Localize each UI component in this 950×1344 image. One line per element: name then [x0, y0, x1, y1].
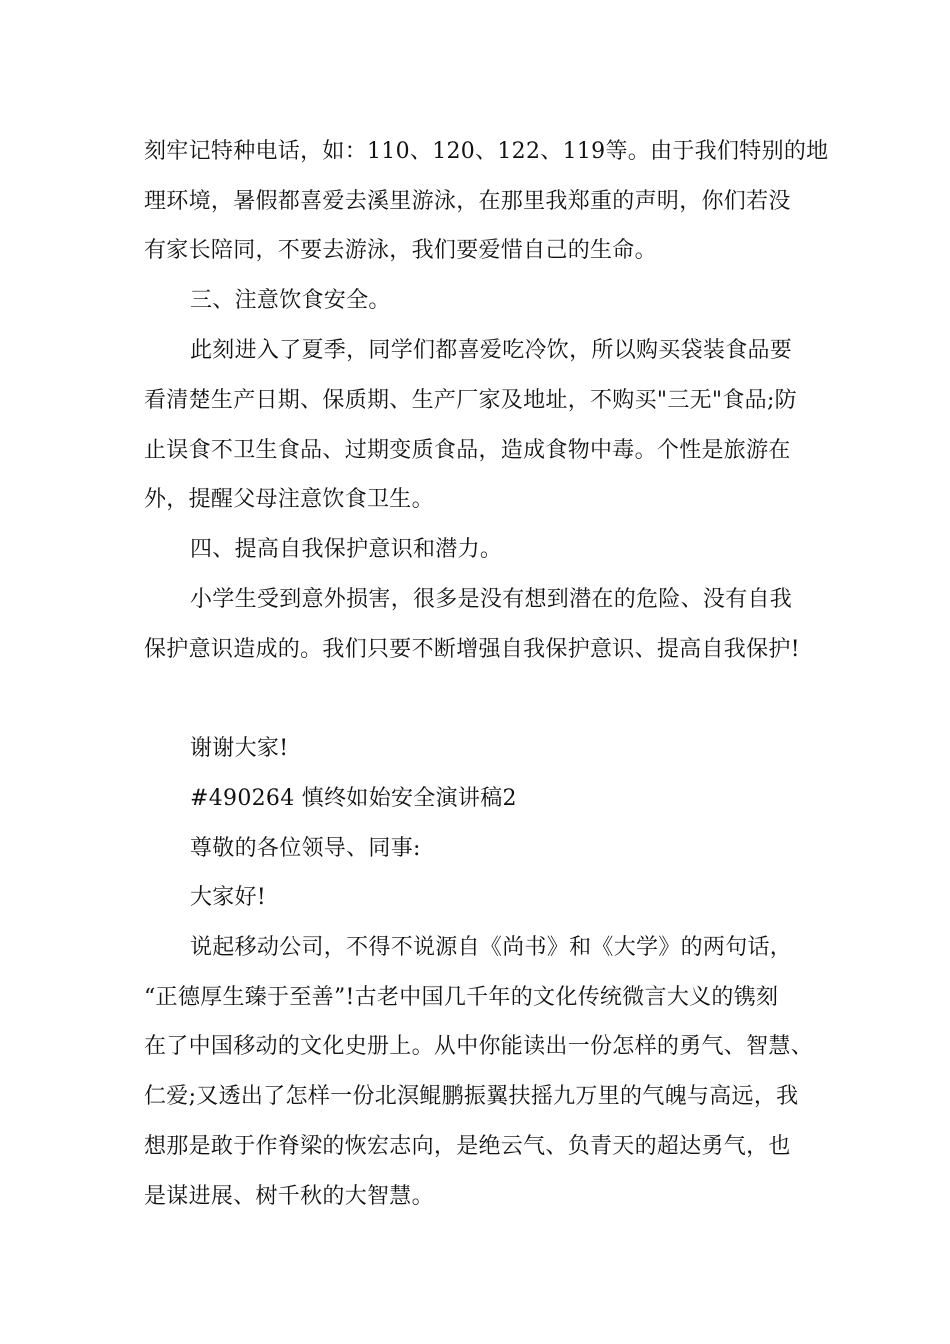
section-heading: 三、注意饮食安全。: [190, 288, 391, 313]
paragraph-line: 是谋进展、树千秋的大智慧。: [144, 1184, 434, 1209]
paragraph-line: 在了中国移动的文化史册上。从中你能读出一份怎样的勇气、智慧、: [144, 1034, 814, 1059]
salutation: 尊敬的各位领导、同事:: [190, 836, 421, 861]
paragraph-line: 外，提醒父母注意饮食卫生。: [144, 487, 434, 512]
paragraph-line: 想那是敢于作脊梁的恢宏志向，是绝云气、负青天的超达勇气，也: [144, 1134, 791, 1159]
paragraph-line: 看清楚生产日期、保质期、生产厂家及地址，不购买"三无"食品;防: [144, 388, 797, 413]
paragraph-line: 此刻进入了夏季，同学们都喜爱吃冷饮，所以购买袋装食品要: [190, 338, 793, 363]
paragraph-line: 止误食不卫生食品、过期变质食品，造成食物中毒。个性是旅游在: [144, 438, 791, 463]
paragraph-line: 说起移动公司，不得不说源自《尚书》和《大学》的两句话，: [190, 935, 793, 960]
paragraph-line: 仁爱;又透出了怎样一份北溟鲲鹏振翼扶摇九万里的气魄与高远，我: [144, 1084, 799, 1109]
greeting: 大家好!: [190, 885, 267, 910]
paragraph-line: 有家长陪同，不要去游泳，我们要爱惜自己的生命。: [144, 238, 657, 263]
paragraph-line: “正德厚生臻于至善”!古老中国几千年的文化传统微言大义的镌刻: [144, 985, 779, 1010]
section-heading: 四、提高自我保护意识和潜力。: [190, 537, 503, 562]
closing-line: 谢谢大家!: [190, 736, 289, 761]
paragraph-line: 小学生受到意外损害，很多是没有想到潜在的危险、没有自我: [190, 587, 793, 612]
speech-title: #490264 慎终如始安全演讲稿2: [190, 786, 517, 811]
paragraph-line: 理环境，暑假都喜爱去溪里游泳，在那里我郑重的声明，你们若没: [144, 189, 791, 214]
paragraph-line: 刻牢记特种电话，如：110、120、122、119等。由于我们特别的地: [144, 139, 829, 164]
paragraph-line: 保护意识造成的。我们只要不断增强自我保护意识、提高自我保护!: [144, 637, 800, 662]
